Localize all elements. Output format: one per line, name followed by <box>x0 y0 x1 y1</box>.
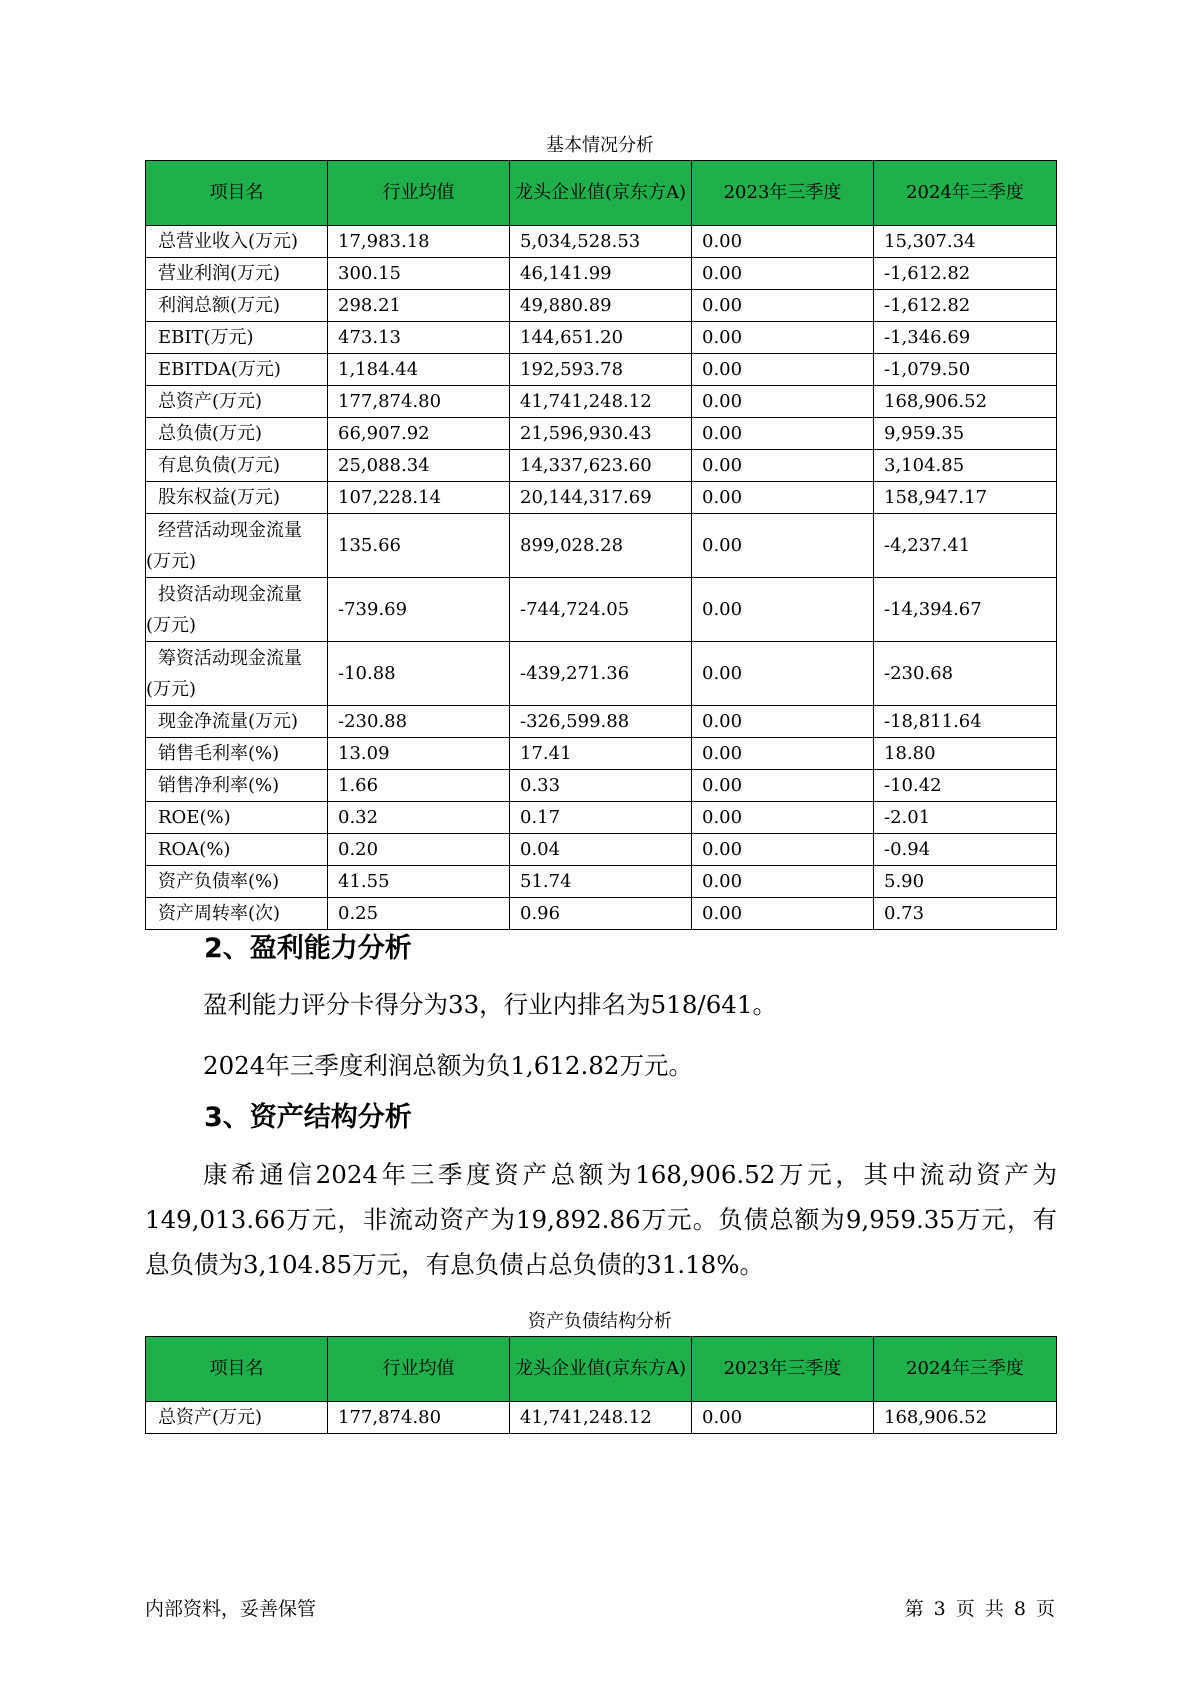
cell-leader-value: 46,141.99 <box>510 258 692 290</box>
cell-leader-value: 20,144,317.69 <box>510 482 692 514</box>
cell-2023-q3: 0.00 <box>692 290 874 322</box>
cell-industry-avg: 0.20 <box>328 834 510 866</box>
cell-item-name <box>146 226 328 258</box>
cell-text: 资产负债率(%) <box>158 870 280 892</box>
cell-2023-q3: 0.00 <box>692 834 874 866</box>
asset-liability-table <box>145 1336 1057 1434</box>
cell-2023-q3: 0.00 <box>692 418 874 450</box>
table-row <box>146 226 1057 258</box>
table-row <box>146 386 1057 418</box>
cell-leader-value: 0.96 <box>510 898 692 930</box>
cell-leader-value: 21,596,930.43 <box>510 418 692 450</box>
cell-industry-avg: 13.09 <box>328 738 510 770</box>
cell-item-name <box>146 834 328 866</box>
cell-2024-q3: -2.01 <box>874 802 1057 834</box>
header-2024-q3: 2024年三季度 <box>874 161 1057 226</box>
table-row <box>146 738 1057 770</box>
cell-industry-avg: 135.66 <box>328 514 510 578</box>
cell-text: 股东权益(万元) <box>158 486 281 508</box>
cell-item-name <box>146 866 328 898</box>
basic-analysis-table <box>145 160 1057 930</box>
cell-2023-q3: 0.00 <box>692 514 874 578</box>
table-row <box>146 258 1057 290</box>
cell-leader-value: -744,724.05 <box>510 578 692 642</box>
header-leader-value: 龙头企业值(京东方A) <box>510 1337 692 1402</box>
cell-item-name <box>146 578 328 642</box>
cell-industry-avg: 300.15 <box>328 258 510 290</box>
cell-2023-q3: 0.00 <box>692 738 874 770</box>
cell-item-name <box>146 738 328 770</box>
cell-item-name <box>146 354 328 386</box>
cell-text: 总资产(万元) <box>158 1406 263 1428</box>
cell-leader-value: 51.74 <box>510 866 692 898</box>
cell-2024-q3: 158,947.17 <box>874 482 1057 514</box>
cell-item-name <box>146 418 328 450</box>
table-header-row <box>146 1337 1057 1402</box>
cell-text: ROA(%) <box>158 838 231 860</box>
cell-2023-q3: 0.00 <box>692 482 874 514</box>
cell-leader-value: 144,651.20 <box>510 322 692 354</box>
cell-leader-value: 0.04 <box>510 834 692 866</box>
table-row <box>146 770 1057 802</box>
cell-industry-avg: 25,088.34 <box>328 450 510 482</box>
section3-paragraph-1: 康希通信2024年三季度资产总额为168,906.52万元，其中流动资产为149,013.66万元，非流动资产为19,892.86万元。负债总额为9,959.35万元，有息负债为3,104.85万元，有息负债占总负债的31.18%。 <box>145 1160 1057 1279</box>
cell-leader-value: 0.17 <box>510 802 692 834</box>
cell-item-name <box>146 482 328 514</box>
cell-industry-avg: 473.13 <box>328 322 510 354</box>
cell-industry-avg: -739.69 <box>328 578 510 642</box>
cell-industry-avg: 107,228.14 <box>328 482 510 514</box>
table2-caption: 资产负债结构分析 <box>528 1311 672 1332</box>
cell-text: 总营业收入(万元) <box>158 230 299 252</box>
cell-text: 有息负债(万元) <box>158 454 281 476</box>
table-row <box>146 834 1057 866</box>
cell-2024-q3: 5.90 <box>874 866 1057 898</box>
cell-text: 投资活动现金流量(万元) <box>146 583 302 636</box>
cell-item-name <box>146 770 328 802</box>
cell-industry-avg: 177,874.80 <box>328 386 510 418</box>
cell-text: 销售毛利率(%) <box>158 742 280 764</box>
cell-2023-q3: 0.00 <box>692 450 874 482</box>
cell-2024-q3: -230.68 <box>874 642 1057 706</box>
table-row <box>146 418 1057 450</box>
cell-item-name <box>146 322 328 354</box>
cell-leader-value: 5,034,528.53 <box>510 226 692 258</box>
cell-2023-q3: 0.00 <box>692 1402 874 1434</box>
cell-item-name <box>146 706 328 738</box>
cell-item-name <box>146 802 328 834</box>
cell-text: EBIT(万元) <box>158 326 254 348</box>
cell-text: 营业利润(万元) <box>158 262 281 284</box>
cell-2023-q3: 0.00 <box>692 642 874 706</box>
table-row <box>146 450 1057 482</box>
cell-2023-q3: 0.00 <box>692 386 874 418</box>
table-row <box>146 290 1057 322</box>
cell-text: 总资产(万元) <box>158 390 263 412</box>
cell-leader-value: -326,599.88 <box>510 706 692 738</box>
cell-2023-q3: 0.00 <box>692 354 874 386</box>
cell-leader-value: -439,271.36 <box>510 642 692 706</box>
cell-industry-avg: 298.21 <box>328 290 510 322</box>
header-2023-q3: 2023年三季度 <box>692 1337 874 1402</box>
cell-text: 销售净利率(%) <box>158 774 280 796</box>
cell-2024-q3: 3,104.85 <box>874 450 1057 482</box>
header-item-name: 项目名 <box>146 1337 328 1402</box>
section3-heading: 3、资产结构分析 <box>204 1102 412 1133</box>
cell-text: 利润总额(万元) <box>158 294 281 316</box>
cell-item-name <box>146 514 328 578</box>
cell-industry-avg: 66,907.92 <box>328 418 510 450</box>
table-row <box>146 322 1057 354</box>
cell-item-name <box>146 386 328 418</box>
cell-2024-q3: -1,079.50 <box>874 354 1057 386</box>
cell-item-name <box>146 258 328 290</box>
footer-confidential-note: 内部资料，妥善保管 <box>145 1598 317 1620</box>
cell-2024-q3: -0.94 <box>874 834 1057 866</box>
cell-industry-avg: -10.88 <box>328 642 510 706</box>
table-row <box>146 642 1057 706</box>
cell-2024-q3: 18.80 <box>874 738 1057 770</box>
header-2023-q3: 2023年三季度 <box>692 161 874 226</box>
table1-caption: 基本情况分析 <box>546 135 654 156</box>
cell-text: ROE(%) <box>158 806 231 828</box>
footer-page-number: 第 3 页 共 8 页 <box>904 1598 1055 1620</box>
section2-heading: 2、盈利能力分析 <box>204 933 412 964</box>
cell-text: 经营活动现金流量(万元) <box>146 519 302 572</box>
header-2024-q3: 2024年三季度 <box>874 1337 1057 1402</box>
table-row <box>146 706 1057 738</box>
cell-2023-q3: 0.00 <box>692 226 874 258</box>
cell-industry-avg: 0.32 <box>328 802 510 834</box>
cell-2024-q3: -14,394.67 <box>874 578 1057 642</box>
cell-2024-q3: -1,346.69 <box>874 322 1057 354</box>
cell-leader-value: 192,593.78 <box>510 354 692 386</box>
cell-industry-avg: -230.88 <box>328 706 510 738</box>
section2-paragraph-2: 2024年三季度利润总额为负1,612.82万元。 <box>203 1051 693 1080</box>
table-row <box>146 482 1057 514</box>
cell-item-name <box>146 1402 328 1434</box>
cell-2023-q3: 0.00 <box>692 770 874 802</box>
cell-industry-avg: 177,874.80 <box>328 1402 510 1434</box>
cell-text: 总负债(万元) <box>158 422 263 444</box>
cell-industry-avg: 17,983.18 <box>328 226 510 258</box>
section2-paragraph-1: 盈利能力评分卡得分为33，行业内排名为518/641。 <box>203 990 777 1019</box>
cell-2024-q3: -1,612.82 <box>874 290 1057 322</box>
cell-industry-avg: 1.66 <box>328 770 510 802</box>
cell-2023-q3: 0.00 <box>692 258 874 290</box>
cell-item-name <box>146 290 328 322</box>
table-row <box>146 578 1057 642</box>
cell-leader-value: 17.41 <box>510 738 692 770</box>
cell-2024-q3: -4,237.41 <box>874 514 1057 578</box>
header-item-name: 项目名 <box>146 161 328 226</box>
cell-2024-q3: -1,612.82 <box>874 258 1057 290</box>
table-row <box>146 1402 1057 1434</box>
table-row <box>146 354 1057 386</box>
cell-2024-q3: -10.42 <box>874 770 1057 802</box>
header-industry-avg: 行业均值 <box>328 161 510 226</box>
table-row <box>146 866 1057 898</box>
cell-industry-avg: 0.25 <box>328 898 510 930</box>
table-header-row <box>146 161 1057 226</box>
header-industry-avg: 行业均值 <box>328 1337 510 1402</box>
cell-leader-value: 899,028.28 <box>510 514 692 578</box>
table-row <box>146 898 1057 930</box>
header-leader-value: 龙头企业值(京东方A) <box>510 161 692 226</box>
cell-2024-q3: -18,811.64 <box>874 706 1057 738</box>
cell-text: 现金净流量(万元) <box>158 710 299 732</box>
cell-2024-q3: 15,307.34 <box>874 226 1057 258</box>
table-row <box>146 514 1057 578</box>
cell-2023-q3: 0.00 <box>692 322 874 354</box>
cell-text: EBITDA(万元) <box>158 358 281 380</box>
cell-2024-q3: 168,906.52 <box>874 1402 1057 1434</box>
cell-2023-q3: 0.00 <box>692 706 874 738</box>
cell-industry-avg: 1,184.44 <box>328 354 510 386</box>
table-row <box>146 802 1057 834</box>
cell-text: 资产周转率(次) <box>158 902 281 924</box>
cell-item-name <box>146 450 328 482</box>
cell-2024-q3: 168,906.52 <box>874 386 1057 418</box>
cell-leader-value: 41,741,248.12 <box>510 1402 692 1434</box>
cell-2024-q3: 9,959.35 <box>874 418 1057 450</box>
cell-2023-q3: 0.00 <box>692 802 874 834</box>
cell-industry-avg: 41.55 <box>328 866 510 898</box>
cell-leader-value: 41,741,248.12 <box>510 386 692 418</box>
cell-2023-q3: 0.00 <box>692 866 874 898</box>
cell-item-name <box>146 898 328 930</box>
cell-2023-q3: 0.00 <box>692 578 874 642</box>
cell-2023-q3: 0.00 <box>692 898 874 930</box>
cell-text: 筹资活动现金流量(万元) <box>146 647 302 700</box>
cell-leader-value: 49,880.89 <box>510 290 692 322</box>
cell-leader-value: 14,337,623.60 <box>510 450 692 482</box>
cell-item-name <box>146 642 328 706</box>
cell-2024-q3: 0.73 <box>874 898 1057 930</box>
cell-leader-value: 0.33 <box>510 770 692 802</box>
